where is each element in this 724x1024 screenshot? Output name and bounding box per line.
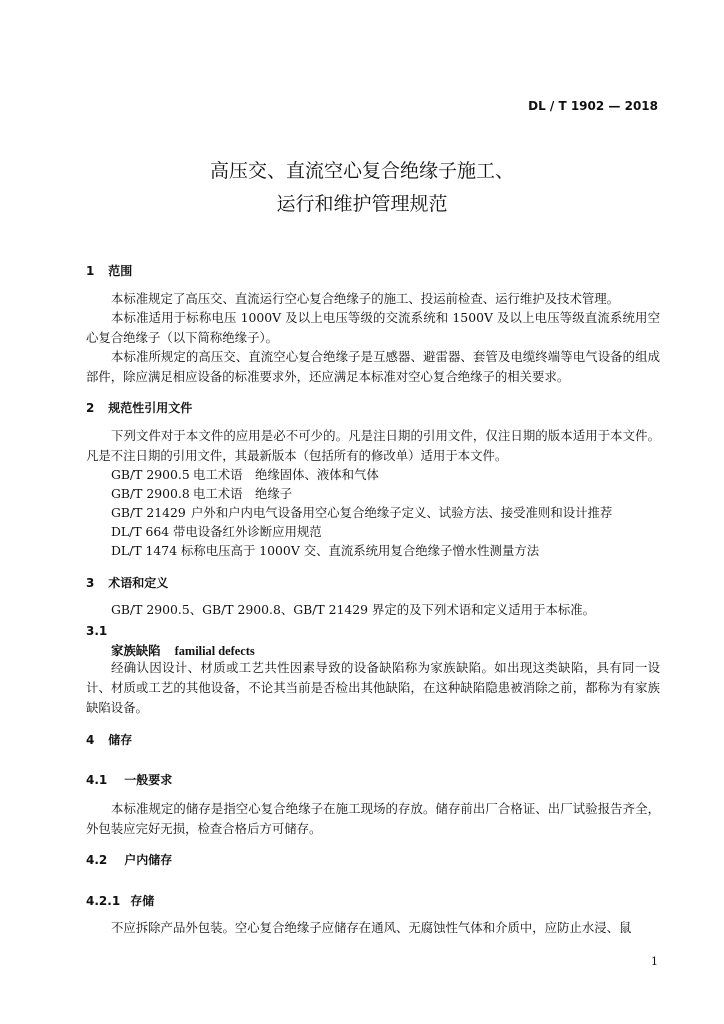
reference-code: DL/T 1474 bbox=[111, 543, 178, 558]
section-1-paragraph-1: 本标准规定了高压交、直流运行空心复合绝缘子的施工、投运前检查、运行维护及技术管理。 bbox=[111, 291, 620, 306]
reference-code: GB/T 2900.5 bbox=[111, 467, 190, 482]
reference-code: GB/T 2900.8 bbox=[111, 486, 190, 501]
section-4-heading bbox=[86, 732, 132, 748]
reference-title: 电工术语 绝缘子 bbox=[193, 486, 293, 501]
reference-title: 带电设备红外诊断应用规范 bbox=[173, 524, 322, 539]
section-title: 范围 bbox=[108, 264, 133, 278]
section-3-paragraph-1: GB/T 2900.5、GB/T 2900.8、GB/T 21429 界定的及下列术语和定义适用于本标准。 bbox=[111, 602, 596, 617]
section-title: 规范性引用文件 bbox=[108, 401, 193, 415]
document-title-line-1: 高压交、直流空心复合绝缘子施工、 bbox=[209, 160, 514, 182]
section-number: 4 bbox=[86, 733, 95, 747]
section-3-heading bbox=[86, 575, 168, 591]
reference-item bbox=[111, 522, 322, 542]
reference-title: 户外和户内电气设备用空心复合绝缘子定义、试验方法、接受准则和设计推荐 bbox=[191, 505, 613, 520]
section-title: 存储 bbox=[130, 894, 155, 908]
subsection-4-1-heading bbox=[86, 772, 172, 788]
reference-title: 电工术语 绝缘固体、液体和气体 bbox=[193, 467, 379, 482]
reference-item bbox=[111, 465, 379, 485]
term-definition: 经确认因设计、材质或工艺共性因素导致的设备缺陷称为家族缺陷。如出现这类缺陷，具有同一设计、材质或工艺的其他设备，不论其当前是否检出其他缺陷，在这种缺陷隐患被消除之前，都称为有家族缺陷设备。 bbox=[86, 660, 660, 715]
document-title-line-2: 运行和维护管理规范 bbox=[276, 193, 448, 215]
standard-code: DL / T 1902 — 2018 bbox=[528, 99, 658, 113]
section-1-paragraph-2: 本标准适用于标称电压 1000V 及以上电压等级的交流系统和 1500V 及以上电压等级直流系统用空心复合绝缘子（以下简称绝缘子）。 bbox=[86, 310, 660, 345]
term-number: 3.1 bbox=[86, 624, 108, 638]
reference-code: GB/T 21429 bbox=[111, 505, 186, 520]
page-number: 1 bbox=[651, 955, 658, 968]
section-title: 一般要求 bbox=[124, 773, 173, 787]
section-2-heading bbox=[86, 400, 192, 416]
reference-item bbox=[111, 503, 612, 523]
term-english: familial defects bbox=[174, 644, 255, 658]
reference-code: DL/T 664 bbox=[111, 524, 170, 539]
subsection-4-2-1-heading bbox=[86, 893, 154, 909]
subsection-4-2-heading bbox=[86, 852, 172, 868]
reference-item bbox=[111, 541, 539, 561]
reference-item bbox=[111, 484, 292, 504]
section-number: 3 bbox=[86, 576, 95, 590]
section-1-heading bbox=[86, 263, 132, 279]
subsection-4-1-paragraph: 本标准规定的储存是指空心复合绝缘子在施工现场的存放。储存前出厂合格证、出厂试验报告齐全，外包装应完好无损，检查合格后方可储存。 bbox=[86, 801, 660, 836]
section-2-paragraph-1: 下列文件对于本文件的应用是必不可少的。凡是注日期的引用文件，仅注日期的版本适用于本文件。凡是不注日期的引用文件，其最新版本（包括所有的修改单）适用于本文件。 bbox=[86, 428, 660, 463]
section-title: 储存 bbox=[108, 733, 133, 747]
section-number: 2 bbox=[86, 401, 95, 415]
section-title: 术语和定义 bbox=[108, 576, 169, 590]
section-number: 1 bbox=[86, 264, 95, 278]
reference-title: 标称电压高于 1000V 交、直流系统用复合绝缘子憎水性测量方法 bbox=[181, 543, 540, 558]
section-number: 4.2.1 bbox=[86, 894, 121, 908]
section-number: 4.1 bbox=[86, 773, 108, 787]
term-chinese: 家族缺陷 bbox=[111, 643, 161, 658]
section-title: 户内储存 bbox=[124, 853, 173, 867]
term-heading bbox=[111, 641, 255, 659]
subsection-4-2-1-paragraph: 不应拆除产品外包装。空心复合绝缘子应储存在通风、无腐蚀性气体和介质中，应防止水浸、鼠 bbox=[111, 920, 632, 935]
section-1-paragraph-3: 本标准所规定的高压交、直流空心复合绝缘子是互感器、避雷器、套管及电缆终端等电气设备的组成部件，除应满足相应设备的标准要求外，还应满足本标准对空心复合绝缘子的相关要求。 bbox=[86, 349, 660, 384]
section-number: 4.2 bbox=[86, 853, 108, 867]
